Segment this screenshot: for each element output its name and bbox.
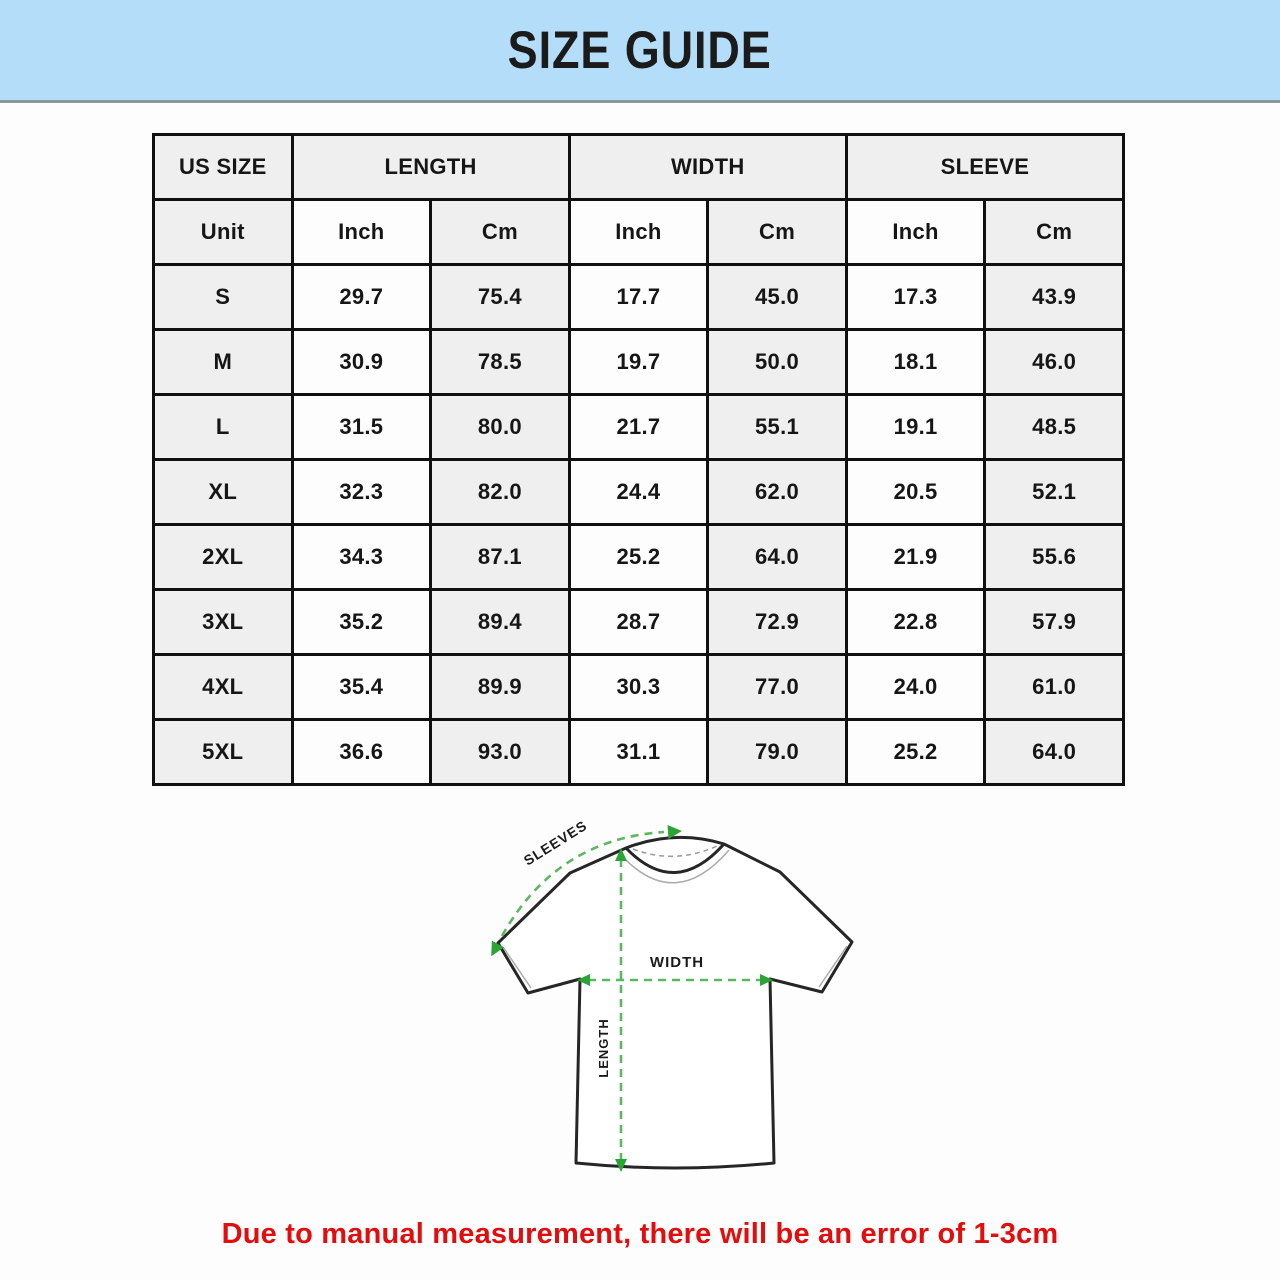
tshirt-outline bbox=[498, 837, 852, 1168]
value-cell: 25.2 bbox=[846, 720, 985, 785]
size-row bbox=[154, 720, 1124, 785]
value-cell: 18.1 bbox=[846, 330, 985, 395]
value-cell: 30.9 bbox=[292, 330, 431, 395]
size-table bbox=[152, 133, 1125, 786]
size-row bbox=[154, 265, 1124, 330]
value-cell: 28.7 bbox=[569, 590, 708, 655]
group-header-cell: WIDTH bbox=[569, 135, 846, 200]
value-cell: 29.7 bbox=[292, 265, 431, 330]
size-guide-banner bbox=[0, 0, 1280, 103]
value-cell: 25.2 bbox=[569, 525, 708, 590]
value-cell: 45.0 bbox=[708, 265, 847, 330]
group-header-row bbox=[154, 135, 1124, 200]
value-cell: 22.8 bbox=[846, 590, 985, 655]
value-cell: 79.0 bbox=[708, 720, 847, 785]
value-cell: 17.3 bbox=[846, 265, 985, 330]
value-cell: 80.0 bbox=[431, 395, 570, 460]
size-label-cell: S bbox=[154, 265, 293, 330]
value-cell: 19.7 bbox=[569, 330, 708, 395]
measurement-disclaimer: Due to manual measurement, there will be an error of 1-3cm bbox=[221, 1218, 1059, 1250]
unit-cell: Inch bbox=[292, 200, 431, 265]
value-cell: 48.5 bbox=[985, 395, 1124, 460]
value-cell: 31.5 bbox=[292, 395, 431, 460]
length-label: LENGTH bbox=[596, 1018, 611, 1078]
unit-cell: Inch bbox=[569, 200, 708, 265]
page-title: SIZE GUIDE bbox=[507, 20, 773, 80]
value-cell: 64.0 bbox=[708, 525, 847, 590]
value-cell: 43.9 bbox=[985, 265, 1124, 330]
size-table-body bbox=[154, 135, 1124, 785]
size-row bbox=[154, 330, 1124, 395]
size-row bbox=[154, 655, 1124, 720]
group-header-cell: LENGTH bbox=[292, 135, 569, 200]
value-cell: 64.0 bbox=[985, 720, 1124, 785]
value-cell: 30.3 bbox=[569, 655, 708, 720]
value-cell: 35.2 bbox=[292, 590, 431, 655]
size-row bbox=[154, 460, 1124, 525]
value-cell: 50.0 bbox=[708, 330, 847, 395]
value-cell: 52.1 bbox=[985, 460, 1124, 525]
unit-row bbox=[154, 200, 1124, 265]
value-cell: 93.0 bbox=[431, 720, 570, 785]
value-cell: 87.1 bbox=[431, 525, 570, 590]
unit-cell: Cm bbox=[985, 200, 1124, 265]
unit-cell: Cm bbox=[708, 200, 847, 265]
value-cell: 17.7 bbox=[569, 265, 708, 330]
value-cell: 31.1 bbox=[569, 720, 708, 785]
value-cell: 24.4 bbox=[569, 460, 708, 525]
size-label-cell: 2XL bbox=[154, 525, 293, 590]
value-cell: 20.5 bbox=[846, 460, 985, 525]
size-row bbox=[154, 590, 1124, 655]
value-cell: 46.0 bbox=[985, 330, 1124, 395]
size-label-cell: M bbox=[154, 330, 293, 395]
value-cell: 62.0 bbox=[708, 460, 847, 525]
value-cell: 72.9 bbox=[708, 590, 847, 655]
unit-cell: Inch bbox=[846, 200, 985, 265]
value-cell: 36.6 bbox=[292, 720, 431, 785]
size-label-cell: L bbox=[154, 395, 293, 460]
unit-cell: Cm bbox=[431, 200, 570, 265]
value-cell: 19.1 bbox=[846, 395, 985, 460]
size-label-cell: 4XL bbox=[154, 655, 293, 720]
size-label-cell: 5XL bbox=[154, 720, 293, 785]
unit-cell: Unit bbox=[154, 200, 293, 265]
size-row bbox=[154, 525, 1124, 590]
value-cell: 82.0 bbox=[431, 460, 570, 525]
value-cell: 75.4 bbox=[431, 265, 570, 330]
size-label-cell: XL bbox=[154, 460, 293, 525]
size-label-cell: 3XL bbox=[154, 590, 293, 655]
value-cell: 21.9 bbox=[846, 525, 985, 590]
value-cell: 24.0 bbox=[846, 655, 985, 720]
value-cell: 32.3 bbox=[292, 460, 431, 525]
value-cell: 78.5 bbox=[431, 330, 570, 395]
group-header-cell: US SIZE bbox=[154, 135, 293, 200]
value-cell: 61.0 bbox=[985, 655, 1124, 720]
size-row bbox=[154, 395, 1124, 460]
value-cell: 55.6 bbox=[985, 525, 1124, 590]
group-header-cell: SLEEVE bbox=[846, 135, 1123, 200]
width-label: WIDTH bbox=[649, 954, 705, 971]
value-cell: 55.1 bbox=[708, 395, 847, 460]
tshirt-measurement-diagram bbox=[440, 795, 880, 1220]
value-cell: 89.9 bbox=[431, 655, 570, 720]
value-cell: 35.4 bbox=[292, 655, 431, 720]
value-cell: 57.9 bbox=[985, 590, 1124, 655]
sleeves-label: SLEEVES bbox=[520, 817, 590, 869]
value-cell: 34.3 bbox=[292, 525, 431, 590]
value-cell: 89.4 bbox=[431, 590, 570, 655]
value-cell: 77.0 bbox=[708, 655, 847, 720]
value-cell: 21.7 bbox=[569, 395, 708, 460]
